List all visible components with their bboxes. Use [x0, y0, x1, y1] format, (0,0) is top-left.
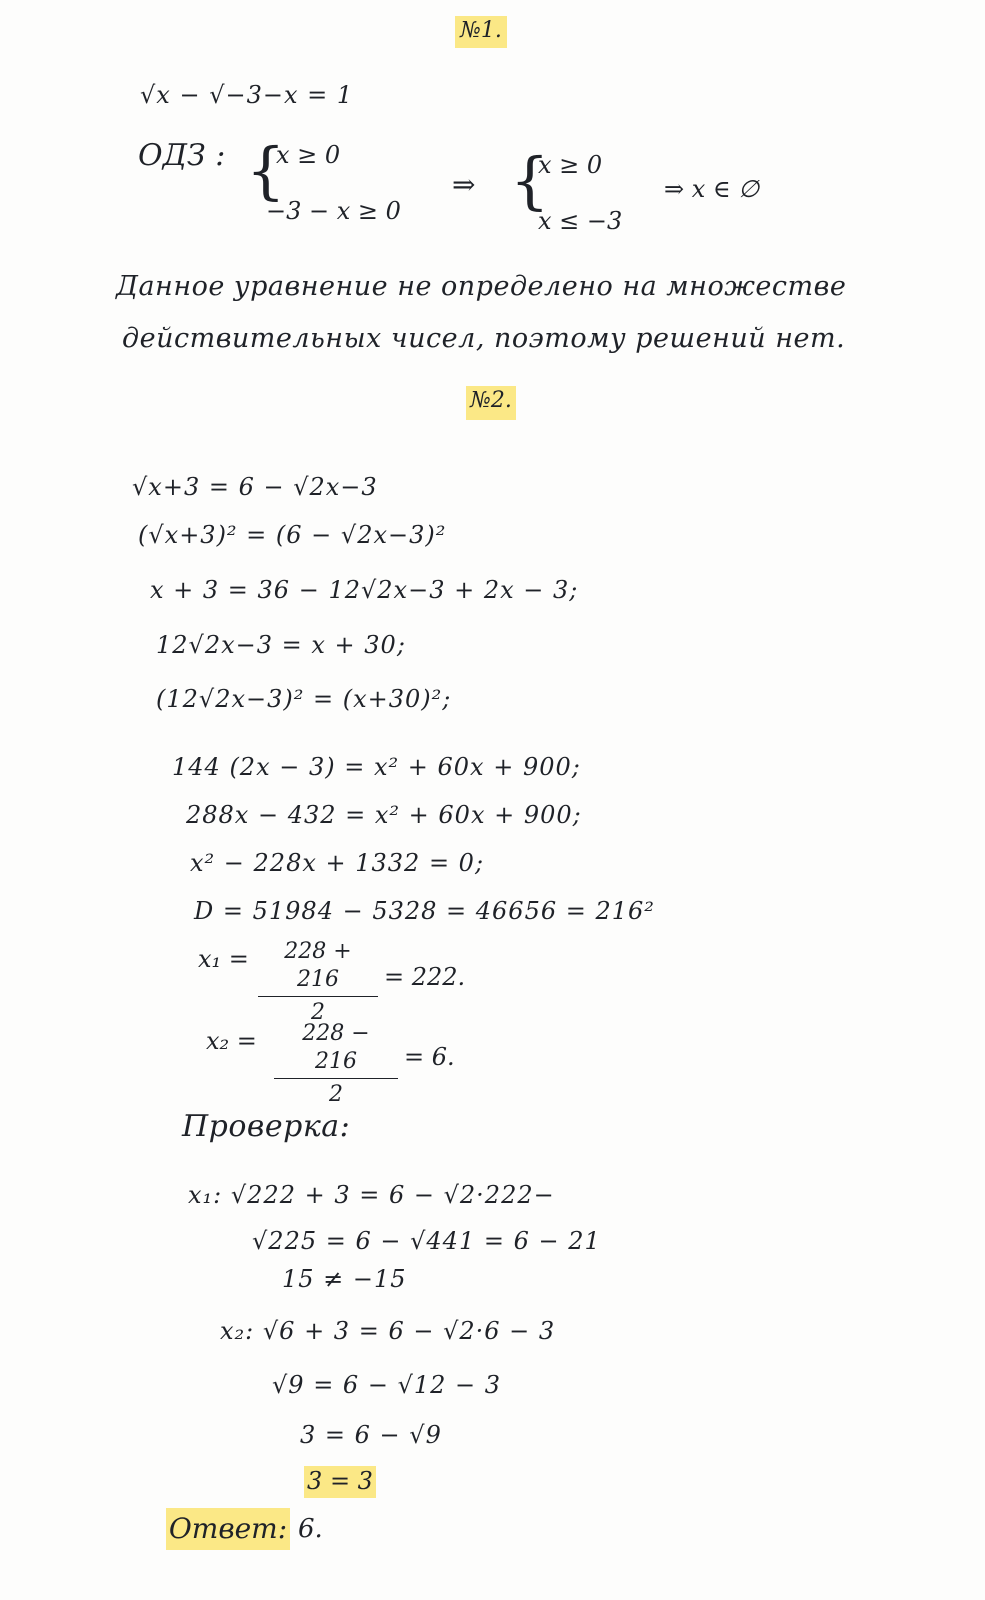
- p2-line-5: (12√2x−3)² = (x+30)²;: [156, 685, 452, 713]
- check1-line-3: 15 ≠ −15: [282, 1265, 407, 1293]
- answer-label: Ответ:: [166, 1508, 290, 1550]
- check2-line-2: √9 = 6 − √12 − 3: [272, 1371, 502, 1399]
- p2-line-6: 144 (2x − 3) = x² + 60x + 900;: [172, 753, 581, 781]
- root2-result: = 6.: [404, 1043, 455, 1071]
- root1-label: x₁ =: [198, 945, 249, 973]
- root2-fraction: [274, 1020, 398, 1109]
- p2-line-4: 12√2x−3 = x + 30;: [156, 631, 406, 659]
- check2-line-1: x₂: √6 + 3 = 6 − √2·6 − 3: [220, 1317, 556, 1345]
- problem1-text-line-2: действительных чисел, поэтому решений нет.: [122, 323, 846, 354]
- p2-line-2: (√x+3)² = (6 − √2x−3)²: [138, 521, 447, 549]
- system1-row-1: x ≥ 0: [276, 141, 341, 169]
- root2-denominator: 2: [329, 1082, 343, 1107]
- problem1-text-line-1: Данное уравнение не определено на множестве: [116, 271, 847, 302]
- check1-line-2: √225 = 6 − √441 = 6 − 21: [252, 1227, 601, 1255]
- implies-arrow-1: ⇒: [452, 168, 476, 201]
- answer-value: 6.: [298, 1514, 323, 1544]
- check-label: Проверка:: [182, 1109, 351, 1144]
- p2-line-1: √x+3 = 6 − √2x−3: [132, 473, 378, 501]
- problem1-number: №1.: [455, 16, 507, 48]
- problem2-number: №2.: [466, 386, 516, 420]
- odz-label: ОДЗ :: [138, 138, 226, 173]
- p2-line-8: x² − 228x + 1332 = 0;: [190, 849, 485, 877]
- p2-line-3: x + 3 = 36 − 12√2x−3 + 2x − 3;: [150, 576, 579, 604]
- root1-fraction: [258, 938, 378, 1027]
- p2-line-7: 288x − 432 = x² + 60x + 900;: [186, 801, 582, 829]
- root1-numerator: 228 + 216: [258, 938, 378, 997]
- empty-set-conclusion: ⇒ x ∈ ∅: [664, 175, 760, 203]
- root1-denominator: 2: [311, 1000, 325, 1025]
- problem1-equation: √x − √−3−x = 1: [140, 81, 354, 109]
- discriminant-line: D = 51984 − 5328 = 46656 = 216²: [194, 897, 655, 925]
- system2-row-1: x ≥ 0: [538, 151, 603, 179]
- system1-row-2: −3 − x ≥ 0: [266, 197, 401, 225]
- root1-result: = 222.: [384, 963, 466, 991]
- check2-line-3: 3 = 6 − √9: [300, 1421, 442, 1449]
- system1-brace: {: [246, 134, 286, 207]
- root2-numerator: 228 − 216: [274, 1020, 398, 1079]
- system2-brace: {: [510, 144, 550, 217]
- check2-result: 3 = 3: [304, 1466, 376, 1498]
- system2-row-2: x ≤ −3: [538, 207, 623, 235]
- check1-line-1: x₁: √222 + 3 = 6 − √2·222−: [188, 1181, 555, 1209]
- root2-label: x₂ =: [206, 1027, 257, 1055]
